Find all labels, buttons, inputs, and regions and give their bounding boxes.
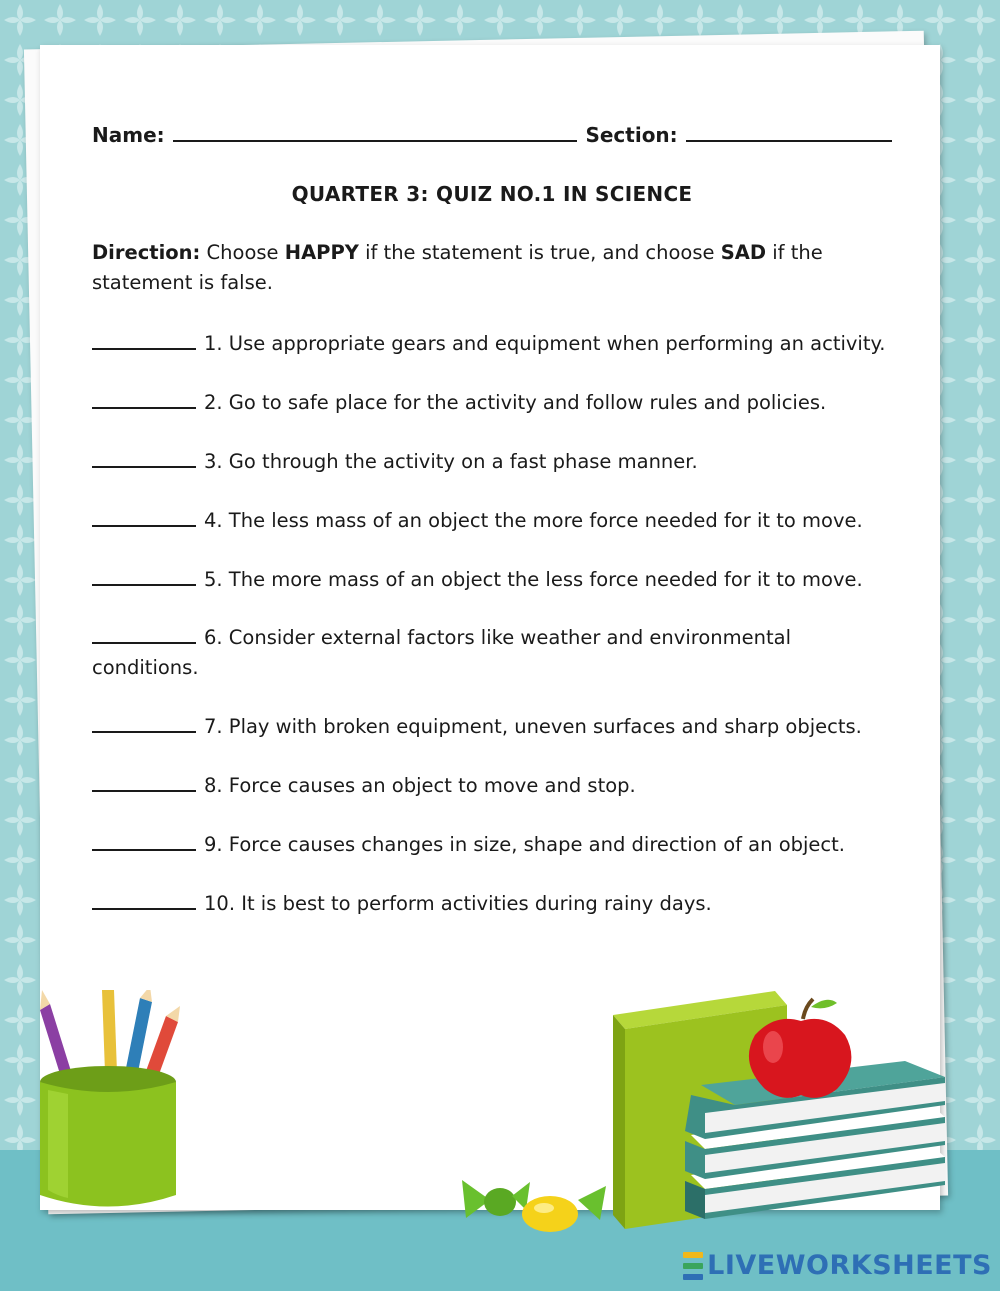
- quiz-item-1: [92, 328, 892, 359]
- name-section-line: [92, 122, 892, 147]
- answer-blank-9[interactable]: [92, 829, 196, 851]
- logo-text: LIVEWORKSHEETS: [707, 1250, 992, 1281]
- quiz-item-2: [92, 387, 892, 418]
- section-input-line[interactable]: [686, 122, 892, 142]
- answer-blank-7[interactable]: [92, 711, 196, 733]
- answer-blank-6[interactable]: [92, 622, 196, 644]
- quiz-item-text: 1. Use appropriate gears and equipment when performing an activity.: [204, 332, 886, 355]
- quiz-item-text: 7. Play with broken equipment, uneven surfaces and sharp objects.: [204, 715, 862, 738]
- quiz-item-text: 2. Go to safe place for the activity and follow rules and policies.: [204, 391, 827, 414]
- quiz-item-text: 4. The less mass of an object the more force needed for it to move.: [204, 509, 863, 532]
- direction-text: [92, 238, 872, 298]
- quiz-item-text: 5. The more mass of an object the less force needed for it to move.: [204, 568, 863, 591]
- quiz-item-3: [92, 446, 892, 477]
- books-stack-icon: [605, 985, 955, 1235]
- answer-blank-1[interactable]: [92, 328, 196, 350]
- quiz-item-text: 8. Force causes an object to move and stop.: [204, 774, 636, 797]
- direction-label: Direction:: [92, 241, 201, 264]
- candy-icon: [460, 1170, 610, 1240]
- quiz-item-text: 6. Consider external factors like weather and environmental conditions.: [92, 626, 791, 679]
- quiz-item-5: [92, 564, 892, 595]
- quiz-item-10: [92, 888, 892, 919]
- answer-blank-4[interactable]: [92, 505, 196, 527]
- section-label: Section:: [585, 123, 678, 147]
- quiz-title: QUARTER 3: QUIZ NO.1 IN SCIENCE: [291, 182, 693, 206]
- quiz-item-text: 10. It is best to perform activities during rainy days.: [204, 892, 712, 915]
- quiz-item-9: [92, 829, 892, 860]
- name-input-line[interactable]: [173, 122, 578, 142]
- direction-part1: Choose: [200, 241, 285, 264]
- quiz-item-text: 9. Force causes changes in size, shape and direction of an object.: [204, 833, 845, 856]
- quiz-item-6: [92, 622, 812, 683]
- liveworksheets-logo-icon: [683, 1252, 703, 1280]
- quiz-item-text: 3. Go through the activity on a fast phase manner.: [204, 450, 698, 473]
- answer-blank-3[interactable]: [92, 446, 196, 468]
- quiz-item-8: [92, 770, 892, 801]
- direction-part3: if the statement is false.: [92, 241, 823, 294]
- answer-blank-5[interactable]: [92, 564, 196, 586]
- name-label: Name:: [92, 123, 165, 147]
- quiz-item-4: [92, 505, 892, 536]
- quiz-item-7: [92, 711, 892, 742]
- answer-blank-8[interactable]: [92, 770, 196, 792]
- sad-keyword: SAD: [720, 241, 767, 264]
- answer-blank-2[interactable]: [92, 387, 196, 409]
- liveworksheets-logo: [683, 1250, 992, 1281]
- answer-blank-10[interactable]: [92, 888, 196, 910]
- pencil-cup-icon: [28, 990, 188, 1220]
- direction-part2: if the statement is true, and choose: [358, 241, 721, 264]
- happy-keyword: HAPPY: [284, 241, 359, 264]
